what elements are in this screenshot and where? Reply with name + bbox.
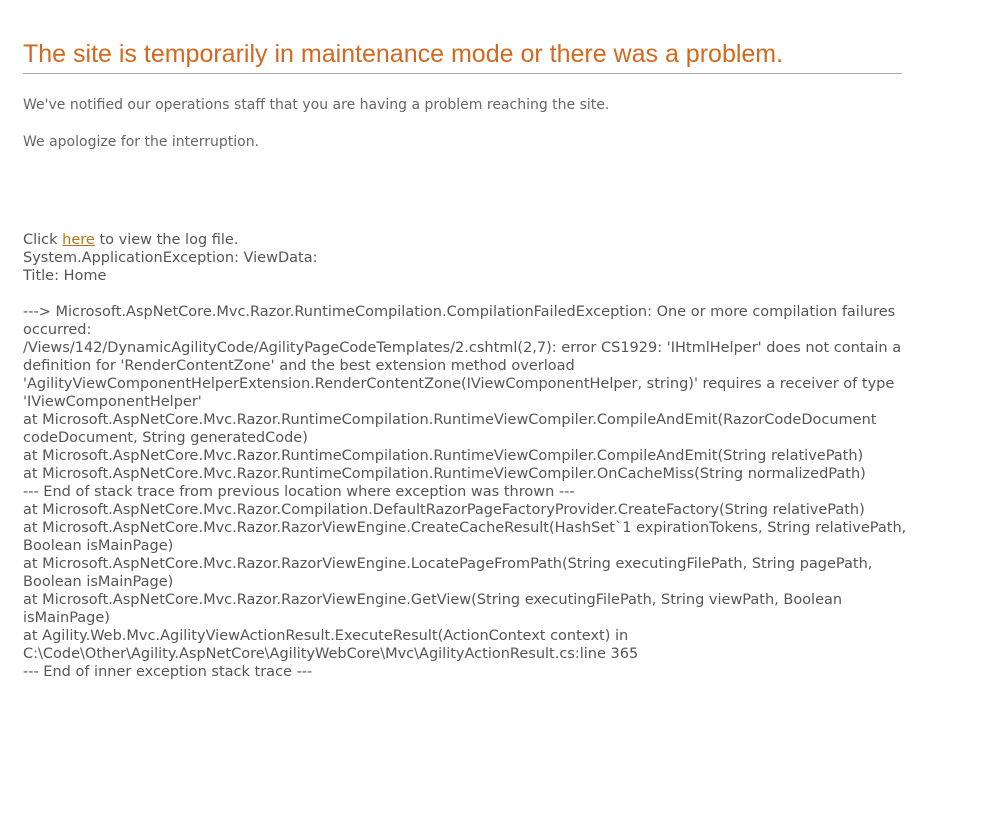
exception-line: System.ApplicationException: ViewData:: [23, 250, 318, 266]
apology-message: We apologize for the interruption.: [23, 134, 260, 150]
spacer: [23, 285, 913, 303]
log-section: [23, 231, 913, 681]
stack-trace-line: at Microsoft.AspNetCore.Mvc.Razor.RuntimeCompilation.RuntimeViewCompiler.CompileAndEmit(String relativePath): [23, 448, 864, 464]
click-suffix: to view the log file.: [94, 232, 239, 248]
stack-trace-line: at Microsoft.AspNetCore.Mvc.Razor.RuntimeCompilation.RuntimeViewCompiler.CompileAndEmit(RazorCodeDocument codeDocument, String generatedCode): [23, 412, 877, 446]
click-prefix: Click: [23, 232, 63, 248]
stack-trace-line: at Microsoft.AspNetCore.Mvc.Razor.RazorViewEngine.LocatePageFromPath(String executingFilePath, String pagePath, Boolean isMainPage): [23, 556, 873, 590]
stack-trace-line: at Agility.Web.Mvc.AgilityViewActionResult.ExecuteResult(ActionContext context) in C:\Code\Other\Agility.AspNetCore\AgilityWebCore\Mvc\AgilityActionResult.cs:line 365: [23, 628, 639, 662]
log-file-link[interactable]: here: [62, 232, 95, 248]
stack-trace-line: at Microsoft.AspNetCore.Mvc.Razor.RazorViewEngine.GetView(String executingFilePath, String viewPath, Boolean isMainPage): [23, 592, 843, 626]
stack-trace-line: ---> Microsoft.AspNetCore.Mvc.Razor.RuntimeCompilation.CompilationFailedException: One or more compilation failures occurred:: [23, 304, 896, 338]
log-file-line: [23, 231, 913, 249]
stack-trace-line: at Microsoft.AspNetCore.Mvc.Razor.Compilation.DefaultRazorPageFactoryProvider.CreateFactory(String relativePath): [23, 502, 865, 518]
notified-message: We've notified our operations staff that you are having a problem reaching the site.: [23, 97, 610, 113]
stack-trace-line: /Views/142/DynamicAgilityCode/AgilityPageCodeTemplates/2.cshtml(2,7): error CS1929: 'IHtmlHelper' does not contain a definition for 'RenderContentZone' and the best extension method overload 'AgilityViewComponentHelperExtension.RenderContentZone(IViewComponentHelper, string)' requires a receiver of type 'IViewComponentHelper': [23, 340, 902, 410]
error-page: [23, 38, 913, 681]
stack-trace-line: at Microsoft.AspNetCore.Mvc.Razor.RuntimeCompilation.RuntimeViewCompiler.OnCacheMiss(String normalizedPath): [23, 466, 866, 482]
stack-trace-line: --- End of inner exception stack trace ---: [23, 664, 313, 680]
title-line: Title: Home: [23, 268, 107, 284]
page-title: The site is temporarily in maintenance mode or there was a problem.: [23, 38, 902, 74]
stack-trace-line: at Microsoft.AspNetCore.Mvc.Razor.RazorViewEngine.CreateCacheResult(HashSet`1 expirationTokens, String relativePath, Boolean isMainPage): [23, 520, 907, 554]
stack-trace-line: --- End of stack trace from previous location where exception was thrown ---: [23, 484, 575, 500]
